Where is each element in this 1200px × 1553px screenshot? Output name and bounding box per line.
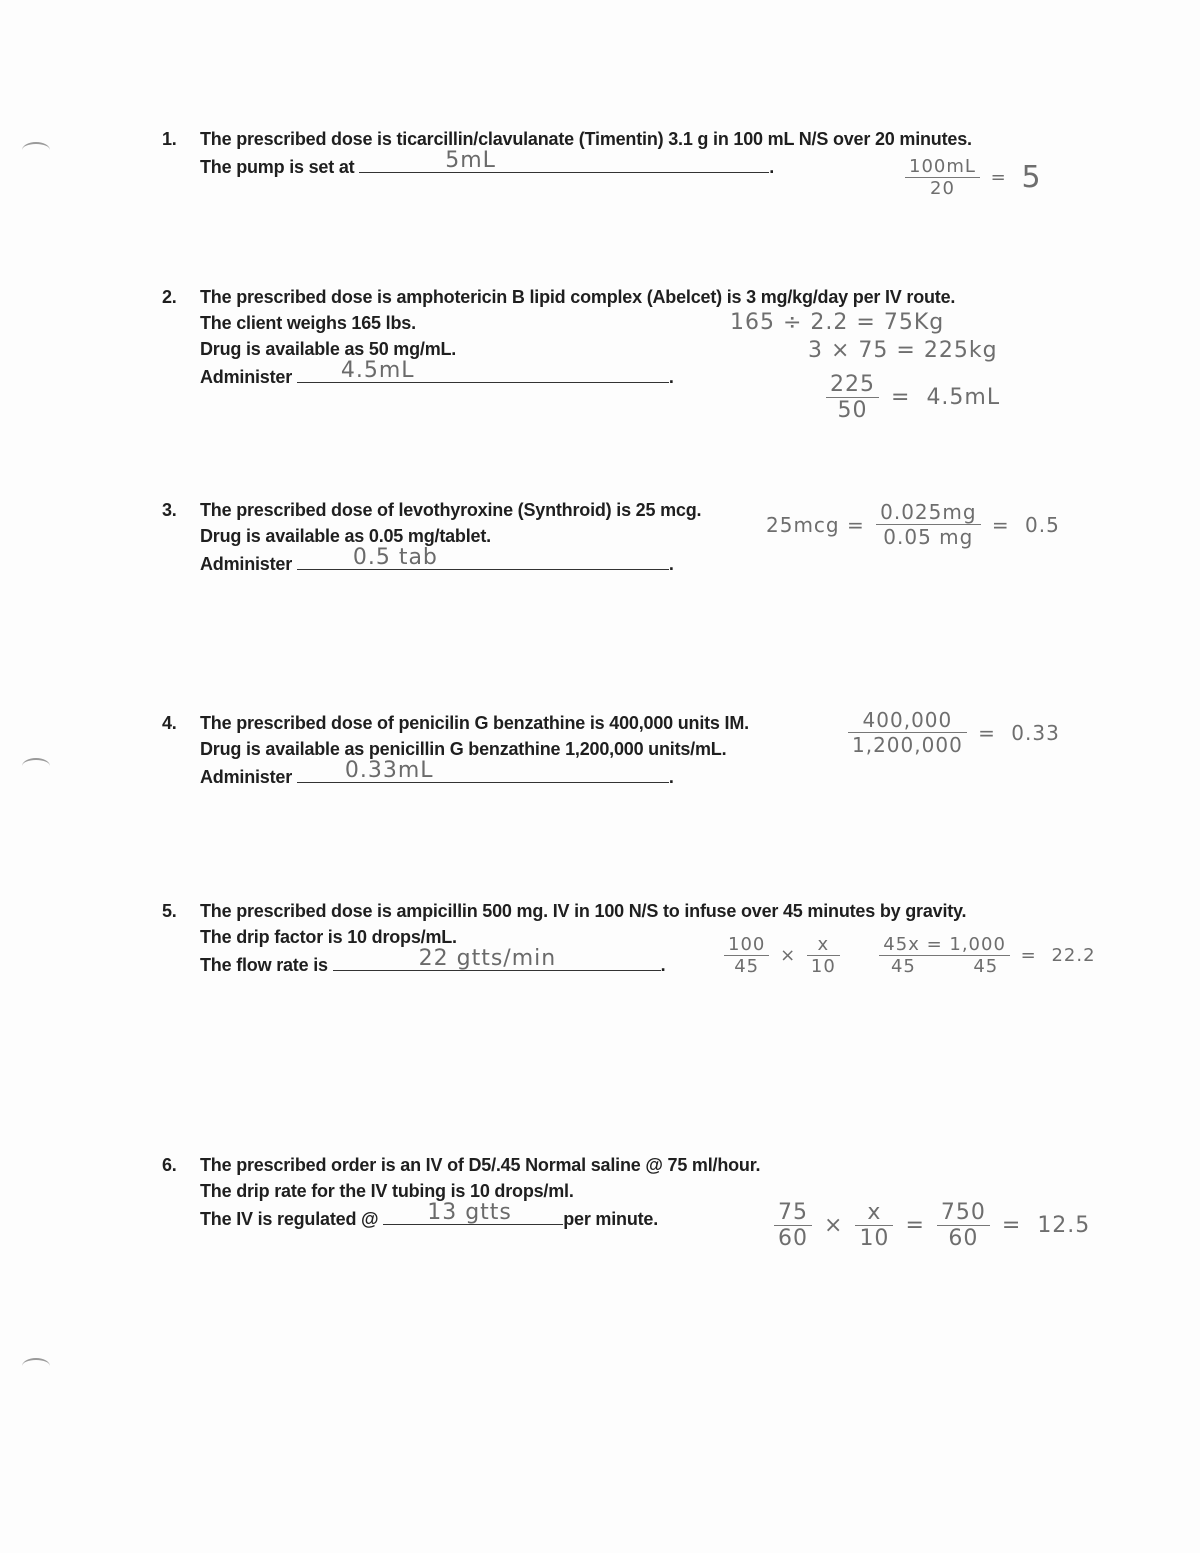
work-lead: 25mcg = xyxy=(766,512,865,537)
question-text: The drip rate for the IV tubing is 10 drops/ml. xyxy=(200,1181,574,1201)
question-number: 1. xyxy=(162,129,177,149)
question-text: The drip factor is 10 drops/mL. xyxy=(200,927,457,947)
fraction-numerator: 0.025mg xyxy=(876,500,980,525)
fraction-denominator: 0.05 mg xyxy=(883,525,974,549)
handwritten-work-5 xyxy=(724,934,1100,977)
question-text: The prescribed dose is ticarcillin/clavulanate (Timentin) 3.1 g in 100 mL N/S over 20 minutes. xyxy=(200,129,972,149)
fraction-denominator: 45 xyxy=(973,956,999,977)
fraction-denominator: 60 xyxy=(948,1226,979,1251)
handwritten-answer: 4.5mL xyxy=(340,358,415,383)
question-text: Drug is available as penicillin G benzathine 1,200,000 units/mL. xyxy=(200,739,727,759)
question-text: The prescribed dose is ampicillin 500 mg. IV in 100 N/S to infuse over 45 minutes by gravity. xyxy=(200,901,967,921)
question-text: The prescribed dose of penicilin G benzathine is 400,000 units IM. xyxy=(200,713,749,733)
times-sign: × xyxy=(824,1213,844,1238)
handwritten-work-2-step1: 165 ÷ 2.2 = 75Kg xyxy=(730,310,945,335)
question-prompt: Administer xyxy=(200,367,293,387)
fraction-denominator: 45 xyxy=(734,956,760,977)
fraction-numerator: x xyxy=(855,1200,893,1226)
answer-blank[interactable] xyxy=(297,758,669,783)
fraction-numerator: 100mL xyxy=(905,156,980,178)
work-fraction xyxy=(876,500,980,549)
prompt-punctuation: . xyxy=(668,554,674,574)
question-text: The prescribed dose of levothyroxine (Synthroid) is 25 mcg. xyxy=(200,500,702,520)
answer-blank[interactable] xyxy=(333,946,661,971)
handwritten-answer: 0.5 tab xyxy=(352,545,438,570)
fraction-denominator: 1,200,000 xyxy=(852,733,963,757)
fraction-numerator: 100 xyxy=(724,934,769,956)
question-number: 6. xyxy=(162,1155,177,1175)
question-text: The prescribed dose is amphotericin B lipid complex (Abelcet) is 3 mg/kg/day per IV route. xyxy=(200,287,956,307)
prompt-punctuation: . xyxy=(668,367,674,387)
question-number: 5. xyxy=(162,901,177,921)
handwritten-answer: 22 gtts/min xyxy=(418,946,557,971)
prompt-punctuation: . xyxy=(660,955,666,975)
work-result: 0.33 xyxy=(1011,720,1060,745)
fraction-numerator: x xyxy=(807,934,840,956)
work-fraction xyxy=(937,1200,990,1251)
fraction-denominator: 60 xyxy=(778,1226,808,1251)
work-fraction xyxy=(826,372,879,423)
work-fraction xyxy=(879,934,1010,977)
handwritten-answer: 0.33mL xyxy=(344,758,434,783)
question-text: The client weighs 165 lbs. xyxy=(200,313,416,333)
fraction-denominator: 10 xyxy=(810,956,836,977)
equals-sign: = xyxy=(1020,945,1037,966)
fraction-numerator: 750 xyxy=(937,1200,990,1226)
answer-blank[interactable] xyxy=(297,545,669,570)
question-number: 2. xyxy=(162,287,177,307)
answer-blank[interactable] xyxy=(383,1200,563,1225)
fraction-denominator: 45 xyxy=(890,956,916,977)
handwritten-answer: 5mL xyxy=(445,148,496,173)
work-result: 12.5 xyxy=(1037,1213,1091,1238)
binder-hole-mark xyxy=(22,1358,50,1374)
times-sign: × xyxy=(780,945,797,966)
question-prompt: Administer xyxy=(200,554,293,574)
fraction-numerator: 225 xyxy=(826,372,879,398)
work-fraction xyxy=(774,1200,812,1251)
handwritten-work-6 xyxy=(774,1200,1094,1251)
handwritten-work-3 xyxy=(762,500,1064,549)
question-prompt: The IV is regulated @ xyxy=(200,1209,379,1229)
prompt-suffix: per minute. xyxy=(563,1209,659,1229)
binder-hole-mark xyxy=(22,142,50,158)
fraction-denominator: 50 xyxy=(837,398,868,423)
fraction-denominator: 20 xyxy=(930,178,955,199)
handwritten-work-2-step3 xyxy=(826,372,1004,423)
work-fraction xyxy=(855,1200,893,1251)
equals-sign: = xyxy=(891,385,911,410)
handwritten-work-1 xyxy=(905,156,1046,199)
answer-blank[interactable] xyxy=(297,358,669,383)
work-result: 4.5mL xyxy=(926,385,1001,410)
work-fraction xyxy=(905,156,980,199)
handwritten-work-4 xyxy=(848,708,1064,757)
question-prompt: Administer xyxy=(200,767,293,787)
equals-sign: = xyxy=(905,1213,925,1238)
equals-sign: = xyxy=(978,720,996,745)
equals-sign: = xyxy=(1001,1213,1022,1238)
fraction-numerator: 400,000 xyxy=(848,708,967,733)
handwritten-answer: 13 gtts xyxy=(427,1200,512,1225)
fraction-denominator-group xyxy=(879,956,1010,977)
fraction-denominator: 10 xyxy=(859,1226,890,1251)
question-number: 4. xyxy=(162,713,177,733)
question-prompt: The pump is set at xyxy=(200,157,355,177)
work-result: 5 xyxy=(1021,160,1042,195)
fraction-numerator: 75 xyxy=(774,1200,812,1226)
question-number: 3. xyxy=(162,500,177,520)
binder-hole-mark xyxy=(22,758,50,774)
work-result: 22.2 xyxy=(1051,945,1096,966)
question-text: Drug is available as 50 mg/mL. xyxy=(200,339,457,359)
work-fraction xyxy=(724,934,769,977)
question-text: Drug is available as 0.05 mg/tablet. xyxy=(200,526,491,546)
fraction-numerator: 45x = 1,000 xyxy=(879,934,1010,956)
equals-sign: = xyxy=(991,512,1010,537)
prompt-punctuation: . xyxy=(769,157,775,177)
equals-sign: = xyxy=(990,167,1007,188)
prompt-punctuation: . xyxy=(668,767,674,787)
answer-blank[interactable] xyxy=(359,148,769,173)
work-fraction xyxy=(848,708,967,757)
question-prompt: The flow rate is xyxy=(200,955,328,975)
handwritten-work-2-step2: 3 × 75 = 225kg xyxy=(808,338,998,363)
work-fraction xyxy=(807,934,840,977)
question-text: The prescribed order is an IV of D5/.45 Normal saline @ 75 ml/hour. xyxy=(200,1155,761,1175)
work-result: 0.5 xyxy=(1025,512,1060,537)
